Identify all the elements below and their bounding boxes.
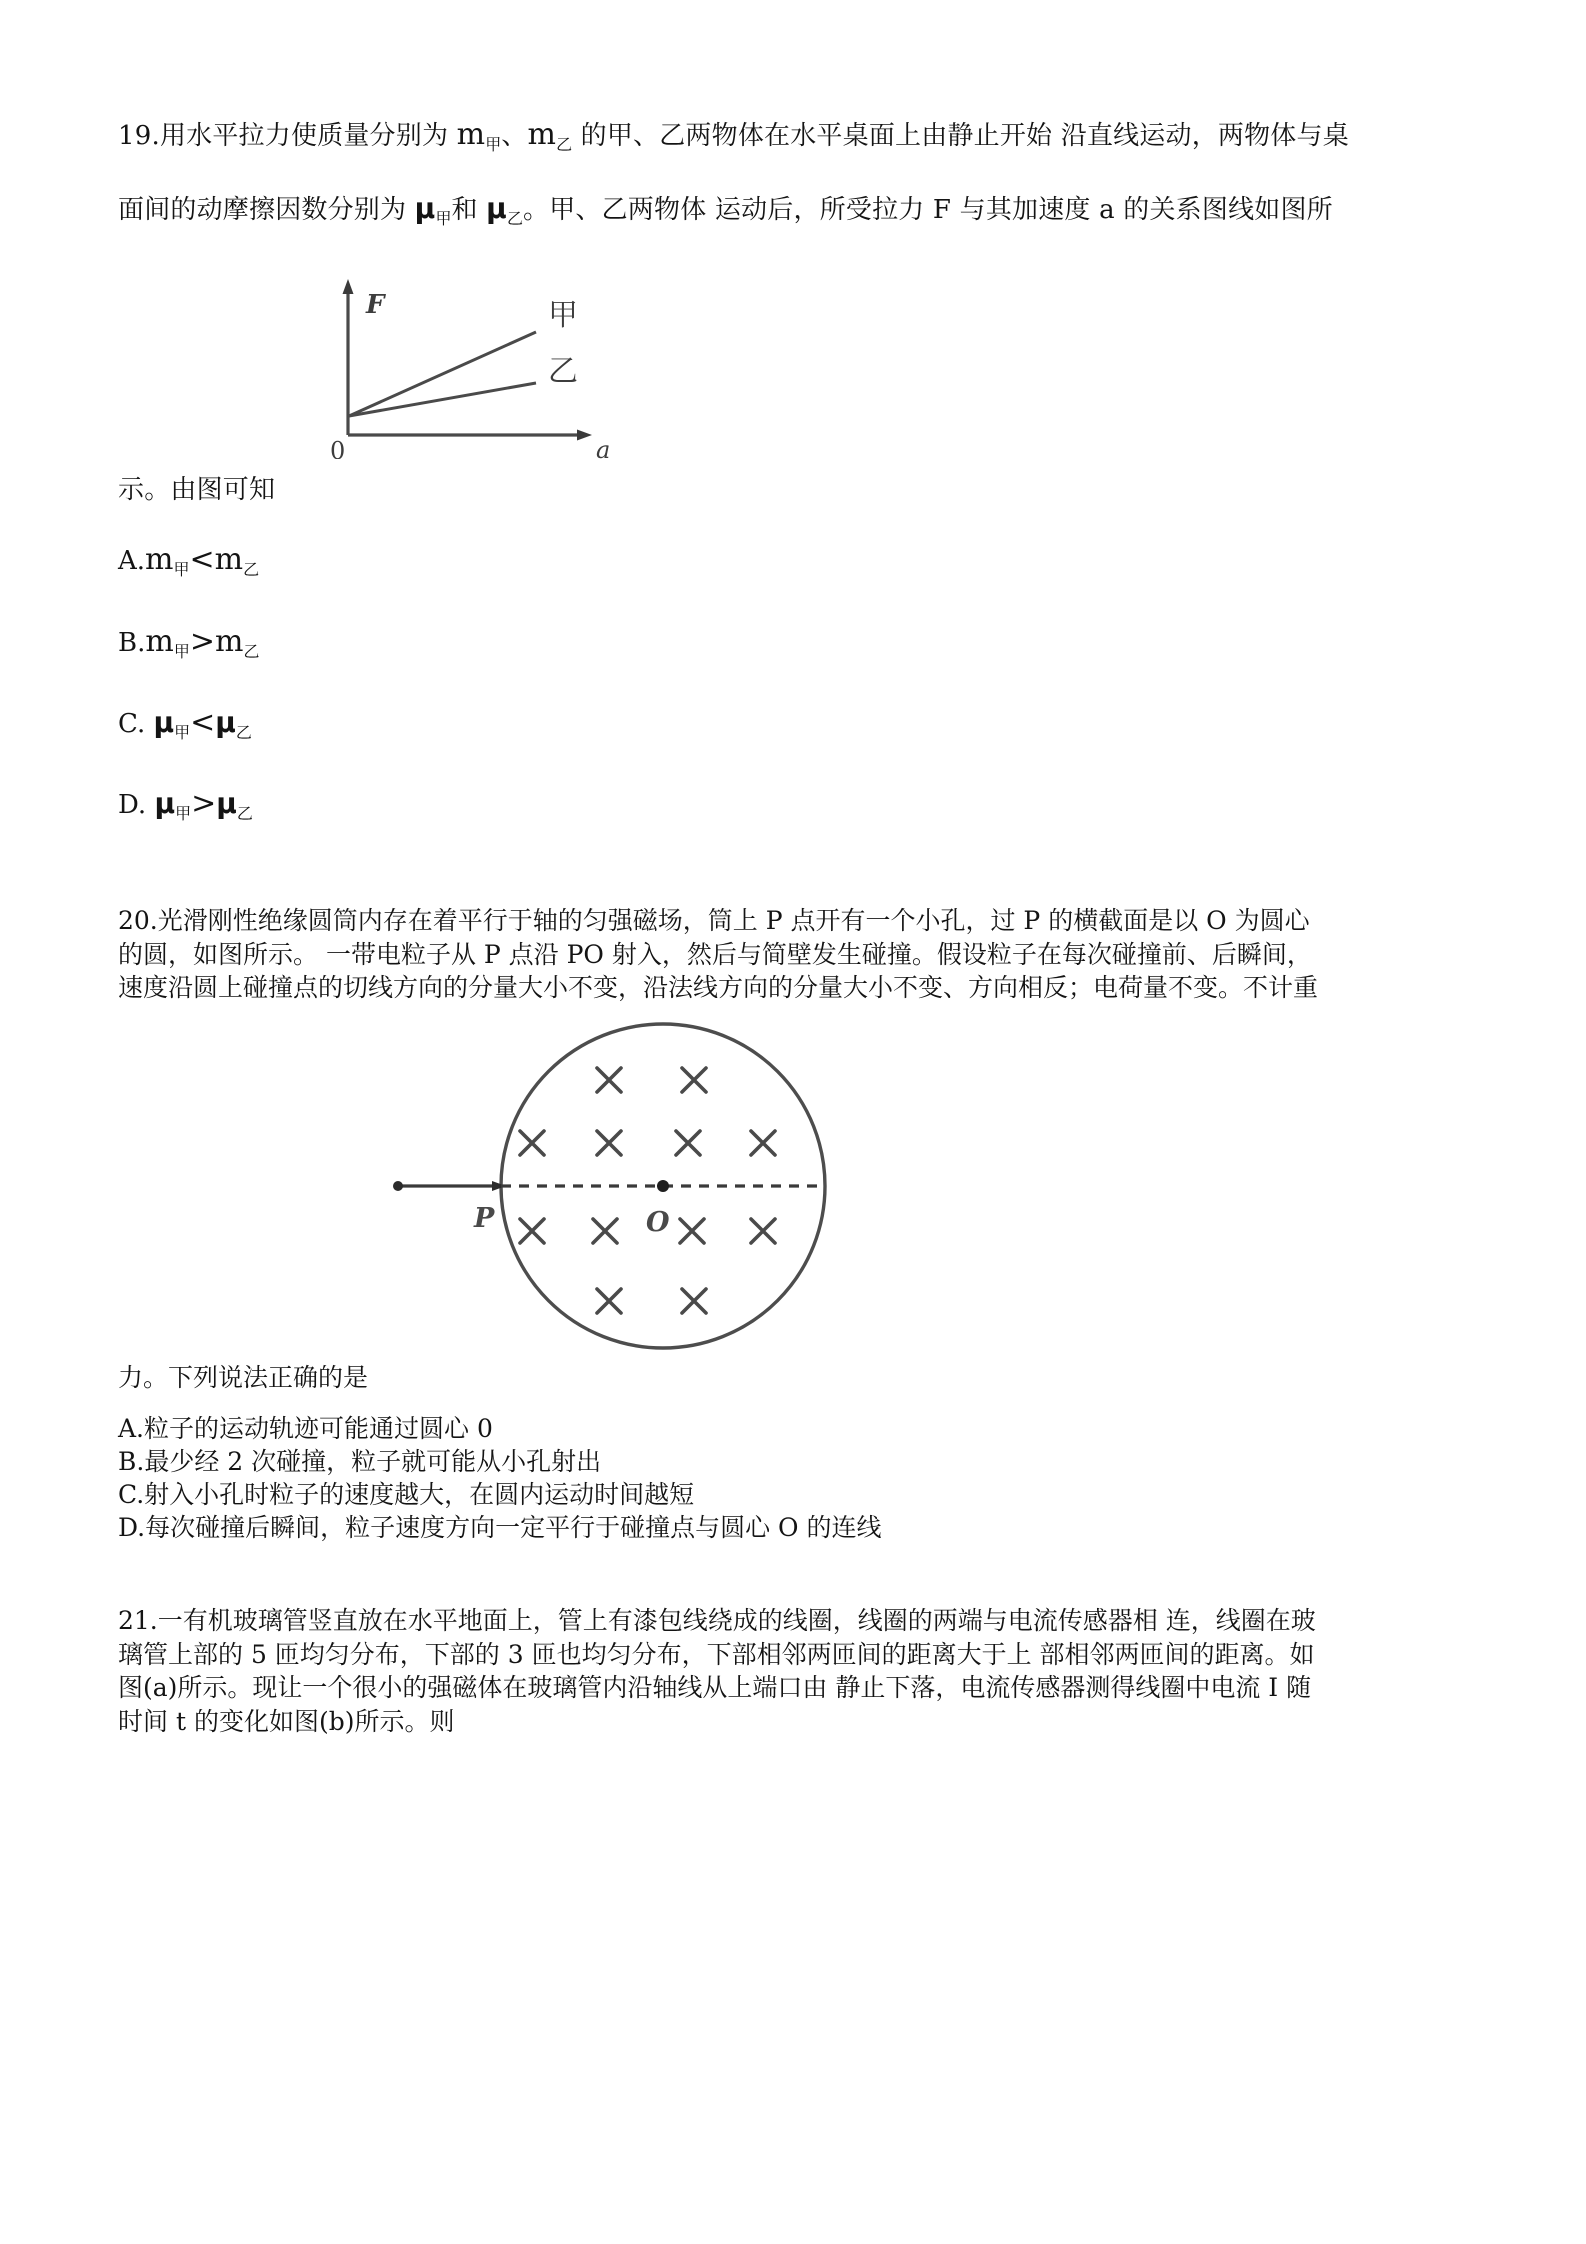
- field-cross: [682, 1068, 706, 1092]
- field-cross: [751, 1131, 775, 1155]
- question-21-stem-line-4: 时间 t 的变化如图(b)所示。则: [118, 1706, 455, 1736]
- field-cross: [520, 1219, 544, 1243]
- option-A-letter: A.: [118, 546, 146, 577]
- question-20-option-D[interactable]: D.每次碰撞后瞬间，粒子速度方向一定平行于碰撞点与圆心 O 的连线: [118, 1513, 882, 1543]
- option-C-lhs: μ: [153, 705, 175, 739]
- option-A-relation: <: [189, 542, 215, 578]
- field-cross: [597, 1068, 621, 1092]
- f-axis-label-text: F: [366, 290, 385, 321]
- q19-stem-separator: 、: [501, 121, 528, 151]
- option-A-lhs-sub: 甲: [173, 560, 190, 580]
- option-D-lhs: μ: [154, 786, 176, 820]
- option-A-lhs: m: [145, 542, 174, 578]
- q19-mu-jia-symbol: μ: [414, 192, 436, 226]
- option-B-rhs-sub: 乙: [243, 641, 260, 661]
- field-cross: [682, 1289, 706, 1313]
- q20-options-gap: [118, 1394, 1478, 1412]
- option-D-relation: >: [191, 785, 217, 821]
- question-21: [118, 1604, 1478, 1738]
- question-19-stem-line-2: [118, 192, 1478, 229]
- q19-mu-yi-subscript: 乙: [506, 209, 523, 229]
- question-19-stem-line-3: 示。由图可知: [118, 475, 276, 506]
- question-19-option-C[interactable]: [118, 704, 1478, 742]
- q19-mu-jia-subscript: 甲: [435, 209, 452, 229]
- question-20-stem-line-4: 力。下列说法正确的是: [118, 1362, 369, 1392]
- option-A-rhs: m: [214, 542, 244, 578]
- option-D-rhs: μ: [216, 786, 237, 820]
- field-cross: [751, 1219, 775, 1243]
- origin-label-text: 0: [330, 437, 346, 460]
- question-21-stem-line-3: 图(a)所示。现让一个很小的强磁体在玻璃管内沿轴线从上端口由 静止下落，电流传感器测得线圈中电流 I 随: [118, 1673, 1312, 1703]
- question-21-stem-line-2: 璃管上部的 5 匝均匀分布，下部的 3 匝也均匀分布，下部相邻两匝间的距离大于上 部相邻两匝间的距离。如: [118, 1639, 1315, 1669]
- option-A-rhs-sub: 乙: [243, 560, 260, 580]
- field-cross: [680, 1219, 704, 1243]
- q19-mass-yi-symbol: m: [527, 117, 557, 152]
- f-a-graph-figure: [308, 269, 628, 459]
- q19-q20-gap: [118, 870, 1478, 904]
- question-19: [118, 117, 1478, 824]
- option-C-rhs-sub: 乙: [235, 722, 252, 742]
- q19-mass-jia-subscript: 甲: [485, 135, 502, 155]
- option-B-lhs: m: [145, 623, 174, 659]
- option-D-lhs-sub: 甲: [175, 804, 192, 824]
- field-cross: [597, 1131, 621, 1155]
- q19-friction-tail: 。甲、乙两物体 运动后，所受拉力 F 与其加速度 a 的关系图线如图所: [523, 195, 1333, 226]
- option-B-relation: >: [189, 623, 215, 659]
- question-20-figure-wrapper: [118, 1011, 1478, 1361]
- question-19-figure-wrapper: [118, 269, 1478, 469]
- question-19-option-D[interactable]: [118, 785, 1478, 824]
- option-D-letter: D.: [118, 789, 147, 820]
- question-20-option-C[interactable]: C.射入小孔时粒子的速度越大，在圆内运动时间越短: [118, 1480, 695, 1510]
- question-20-option-A[interactable]: A.粒子的运动轨迹可能通过圆心 0: [118, 1414, 493, 1444]
- a-axis-label-text: a: [596, 436, 611, 460]
- field-cross: [520, 1131, 544, 1155]
- question-20-stem-line-2: 的圆，如图所示。 一带电粒子从 P 点沿 PO 射入，然后与简壁发生碰撞。假设粒子在每次碰撞前、后瞬间，: [118, 939, 1312, 969]
- q19-mu-yi-symbol: μ: [486, 192, 507, 226]
- curve-yi-label-text: 乙: [548, 354, 578, 390]
- q19-mass-yi-subscript: 乙: [556, 135, 573, 155]
- q19-stem-tail: 的甲、乙两物体在水平桌面上由静止开始 沿直线运动，两物体与桌: [572, 121, 1349, 151]
- question-21-stem-line-1: 21.一有机玻璃管竖直放在水平地面上，管上有漆包线绕成的线圈，线圈的两端与电流传感器相 连，线圈在玻: [118, 1606, 1316, 1636]
- field-cross: [597, 1289, 621, 1313]
- point-p-label-text: P: [474, 1202, 495, 1234]
- question-20-option-B[interactable]: B.最少经 2 次碰撞，粒子就可能从小孔射出: [118, 1447, 602, 1477]
- ray-start-dot: [393, 1181, 403, 1191]
- q19-mass-jia-symbol: m: [456, 117, 486, 152]
- option-B-rhs: m: [214, 623, 244, 659]
- option-D-rhs-sub: 乙: [236, 804, 253, 824]
- magnetic-field-cross-group: [520, 1068, 775, 1313]
- option-B-letter: B.: [118, 627, 146, 658]
- field-cross: [676, 1131, 700, 1155]
- point-o-label-text: O: [646, 1206, 670, 1238]
- curve-jia-label-text: 甲: [548, 298, 578, 334]
- q19-stem-prefix: 19.用水平拉力使质量分别为: [118, 121, 457, 151]
- question-19-option-A[interactable]: [118, 542, 1478, 580]
- option-B-lhs-sub: 甲: [173, 641, 190, 661]
- option-C-rhs: μ: [215, 705, 236, 739]
- question-20-stem-line-1: 20.光滑刚性绝缘圆筒内存在着平行于轴的匀强磁场，筒上 P 点开有一个小孔，过 P 的横截面是以 O 为圆心: [118, 906, 1310, 936]
- page-content: [118, 117, 1478, 1738]
- question-19-stem-line-1: [118, 117, 1478, 155]
- question-20-stem-line-3: 速度沿圆上碰撞点的切线方向的分量大小不变，沿法线方向的分量大小不变、方向相反；电荷量不变。不计重: [118, 973, 1319, 1003]
- circular-field-figure: [388, 1011, 908, 1361]
- field-cross: [593, 1219, 617, 1243]
- q19-friction-prefix: 面间的动摩擦因数分别为: [118, 195, 415, 226]
- center-point-dot: [657, 1180, 669, 1192]
- option-C-relation: <: [190, 704, 216, 740]
- option-C-letter: C.: [118, 708, 146, 739]
- q20-q21-gap: [118, 1544, 1478, 1604]
- q19-friction-mid: 和: [451, 195, 487, 226]
- question-19-option-B[interactable]: [118, 623, 1478, 661]
- question-20: [118, 904, 1478, 1544]
- option-C-lhs-sub: 甲: [174, 722, 191, 742]
